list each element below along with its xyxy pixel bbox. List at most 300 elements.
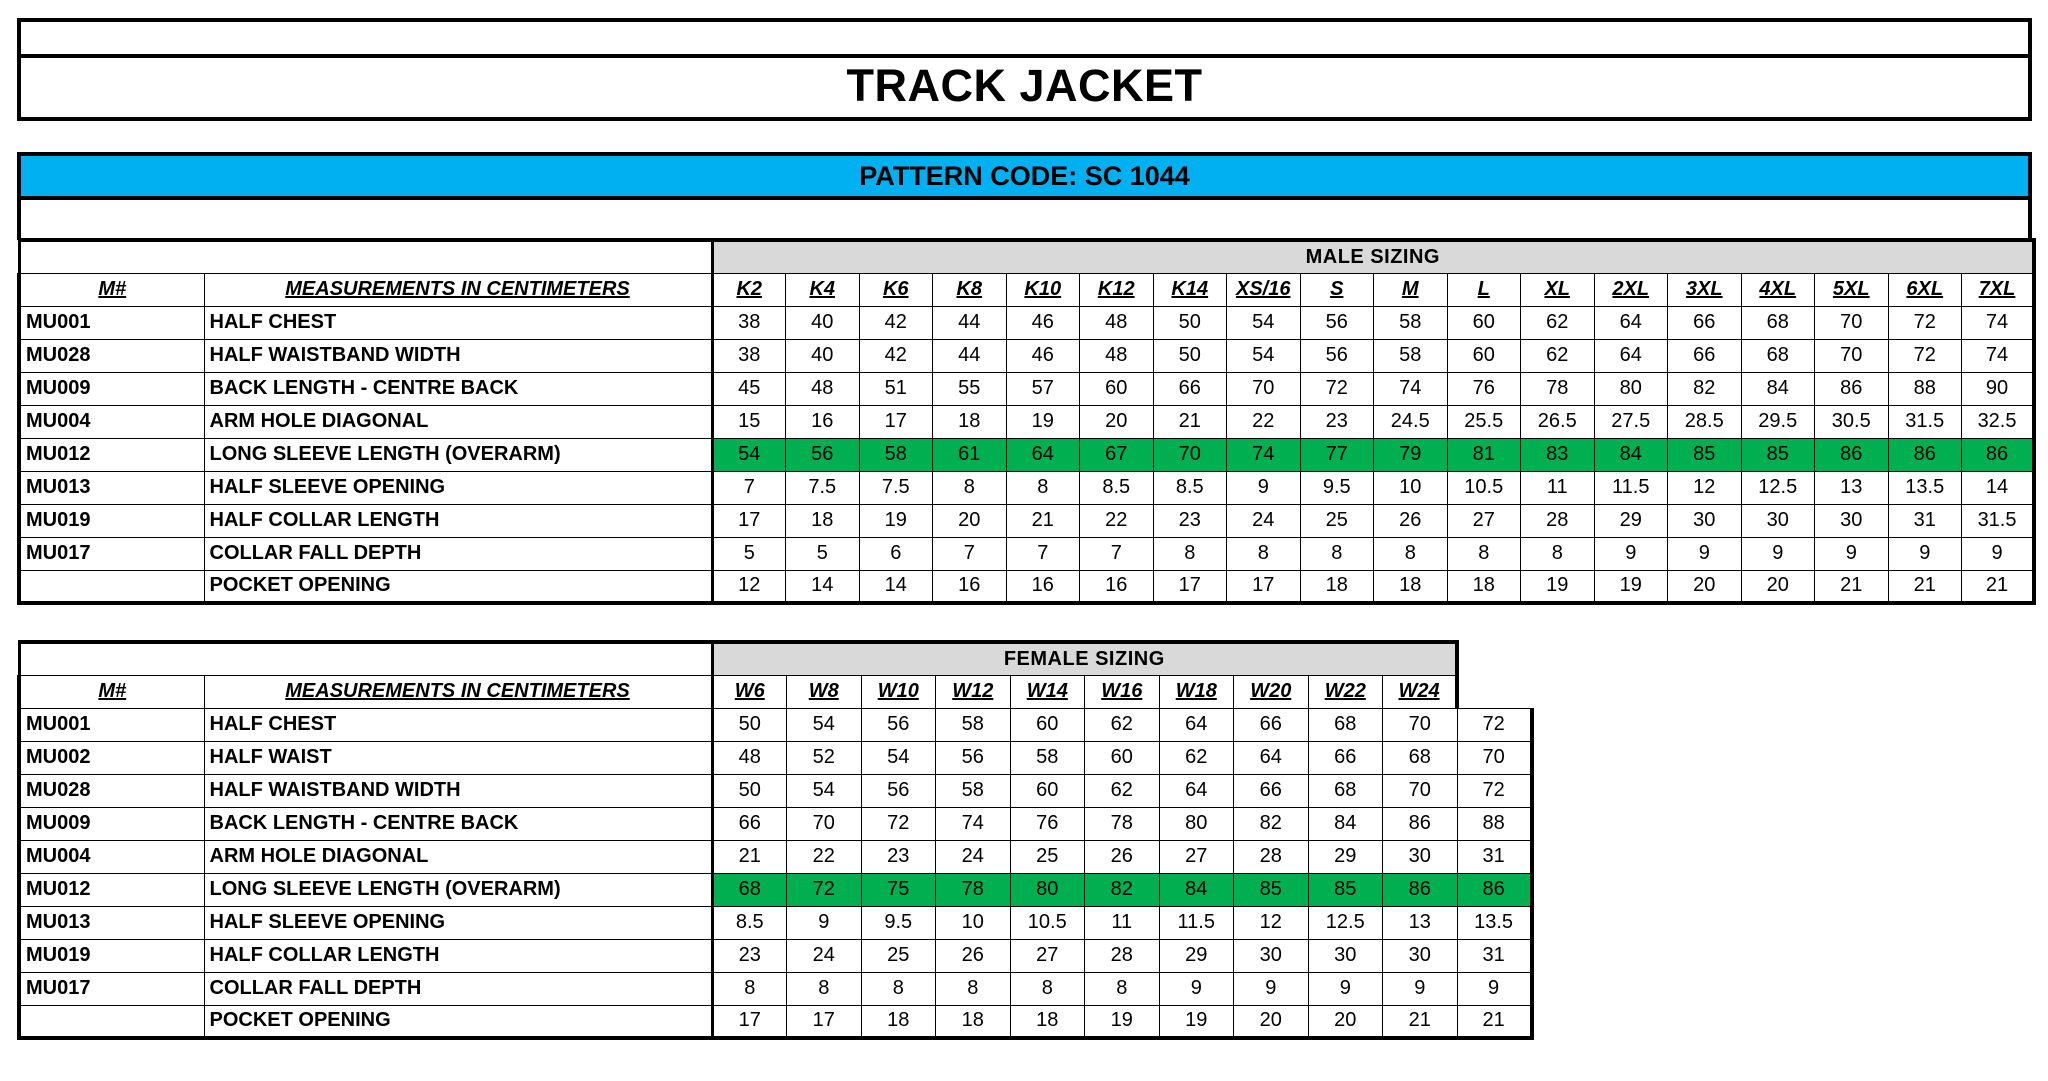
size-value: 28 [1085, 939, 1160, 972]
size-value: 27 [1447, 504, 1521, 537]
measurement-name: BACK LENGTH - CENTRE BACK [204, 807, 712, 840]
size-value: 17 [1227, 570, 1301, 603]
size-value: 82 [1085, 873, 1160, 906]
measurement-code: MU012 [19, 873, 204, 906]
group-label: MALE SIZING [712, 240, 2034, 273]
table-row [19, 873, 1532, 906]
size-value: 9 [1668, 537, 1742, 570]
size-value: 88 [1888, 372, 1962, 405]
size-value: 55 [933, 372, 1007, 405]
size-value: 30.5 [1815, 405, 1889, 438]
size-header: S [1300, 273, 1374, 306]
size-value: 29 [1159, 939, 1234, 972]
size-value: 80 [1594, 372, 1668, 405]
size-value: 86 [1383, 873, 1458, 906]
size-value: 9 [1815, 537, 1889, 570]
size-value: 11.5 [1159, 906, 1234, 939]
size-value: 7.5 [859, 471, 933, 504]
size-value: 72 [1457, 774, 1532, 807]
size-value: 86 [1815, 372, 1889, 405]
size-value: 72 [787, 873, 862, 906]
size-value: 68 [1383, 741, 1458, 774]
size-value: 86 [1815, 438, 1889, 471]
size-value: 74 [1962, 339, 2035, 372]
size-value: 51 [859, 372, 933, 405]
size-value: 21 [1815, 570, 1889, 603]
size-value: 19 [1006, 405, 1080, 438]
size-value: 56 [786, 438, 860, 471]
size-value: 8 [1153, 537, 1227, 570]
measurement-name: HALF WAISTBAND WIDTH [204, 774, 712, 807]
size-value: 68 [1741, 339, 1815, 372]
table-row [19, 405, 2034, 438]
size-value: 9.5 [1300, 471, 1374, 504]
size-value: 64 [1234, 741, 1309, 774]
column-header-measurement: MEASUREMENTS IN CENTIMETERS [204, 273, 712, 306]
size-value: 17 [1153, 570, 1227, 603]
size-value: 42 [859, 306, 933, 339]
size-value: 50 [712, 708, 787, 741]
size-value: 62 [1521, 339, 1595, 372]
size-value: 18 [933, 405, 1007, 438]
size-value: 22 [1227, 405, 1301, 438]
size-value: 31.5 [1888, 405, 1962, 438]
measurement-name: HALF SLEEVE OPENING [204, 471, 712, 504]
size-value: 25.5 [1447, 405, 1521, 438]
size-value: 20 [933, 504, 1007, 537]
size-header: W24 [1383, 675, 1458, 708]
size-value: 56 [861, 708, 936, 741]
size-value: 45 [712, 372, 786, 405]
size-value: 14 [859, 570, 933, 603]
size-value: 21 [1006, 504, 1080, 537]
title-top-strip [21, 22, 2028, 58]
size-value: 75 [861, 873, 936, 906]
size-value: 70 [1383, 708, 1458, 741]
size-value: 83 [1521, 438, 1595, 471]
column-header-row [19, 675, 1532, 708]
size-value: 58 [859, 438, 933, 471]
size-value: 25 [861, 939, 936, 972]
size-value: 30 [1308, 939, 1383, 972]
size-value: 17 [787, 1005, 862, 1038]
group-header-blank [19, 240, 712, 273]
size-value: 48 [786, 372, 860, 405]
size-value: 46 [1006, 306, 1080, 339]
size-value: 19 [1521, 570, 1595, 603]
table-row [19, 372, 2034, 405]
size-value: 48 [1080, 306, 1154, 339]
size-header: K8 [933, 273, 1007, 306]
size-value: 26 [1085, 840, 1160, 873]
size-header: M [1374, 273, 1448, 306]
measurement-name: HALF WAIST [204, 741, 712, 774]
size-value: 17 [712, 1005, 787, 1038]
measurement-code: MU019 [19, 504, 204, 537]
size-value: 74 [1227, 438, 1301, 471]
measurement-code: MU013 [19, 471, 204, 504]
size-value: 72 [861, 807, 936, 840]
size-value: 24 [1227, 504, 1301, 537]
size-value: 11.5 [1594, 471, 1668, 504]
size-value: 58 [1374, 339, 1448, 372]
size-value: 31 [1457, 939, 1532, 972]
size-value: 21 [1457, 1005, 1532, 1038]
size-value: 60 [1085, 741, 1160, 774]
title-band [17, 18, 2032, 121]
size-value: 21 [1888, 570, 1962, 603]
size-value: 68 [1308, 708, 1383, 741]
size-value: 85 [1308, 873, 1383, 906]
size-value: 19 [1159, 1005, 1234, 1038]
size-header: W12 [936, 675, 1011, 708]
size-value: 8 [936, 972, 1011, 1005]
size-header: W6 [712, 675, 787, 708]
size-value: 15 [712, 405, 786, 438]
size-value: 64 [1159, 774, 1234, 807]
size-value: 22 [787, 840, 862, 873]
size-header: 3XL [1668, 273, 1742, 306]
size-value: 8 [1300, 537, 1374, 570]
size-value: 8.5 [712, 906, 787, 939]
size-value: 20 [1234, 1005, 1309, 1038]
size-value: 62 [1159, 741, 1234, 774]
size-header: 4XL [1741, 273, 1815, 306]
size-value: 54 [787, 774, 862, 807]
size-value: 74 [1374, 372, 1448, 405]
size-value: 74 [936, 807, 1011, 840]
size-value: 40 [786, 339, 860, 372]
size-value: 68 [712, 873, 787, 906]
size-value: 8 [712, 972, 787, 1005]
column-header-mnum: M# [19, 273, 204, 306]
measurement-code: MU001 [19, 306, 204, 339]
size-value: 30 [1383, 840, 1458, 873]
group-header-empty [1457, 642, 1532, 675]
table-row [19, 471, 2034, 504]
size-value: 70 [787, 807, 862, 840]
size-value: 24 [787, 939, 862, 972]
measurement-code: MU028 [19, 774, 204, 807]
size-value: 84 [1308, 807, 1383, 840]
size-value: 81 [1447, 438, 1521, 471]
size-value: 84 [1594, 438, 1668, 471]
table-row [19, 438, 2034, 471]
size-value: 8 [933, 471, 1007, 504]
measurement-name: COLLAR FALL DEPTH [204, 972, 712, 1005]
size-value: 18 [1374, 570, 1448, 603]
measurement-name: HALF COLLAR LENGTH [204, 504, 712, 537]
table-row [19, 807, 1532, 840]
size-value: 18 [1300, 570, 1374, 603]
group-header-blank [19, 642, 712, 675]
size-value: 12.5 [1741, 471, 1815, 504]
size-value: 66 [1308, 741, 1383, 774]
column-header-measurement: MEASUREMENTS IN CENTIMETERS [204, 675, 712, 708]
size-value: 22 [1080, 504, 1154, 537]
size-value: 85 [1668, 438, 1742, 471]
size-value: 78 [1521, 372, 1595, 405]
size-header: W20 [1234, 675, 1309, 708]
size-value: 64 [1159, 708, 1234, 741]
size-value: 12 [712, 570, 786, 603]
size-value: 68 [1741, 306, 1815, 339]
size-value: 9 [1383, 972, 1458, 1005]
size-value: 29.5 [1741, 405, 1815, 438]
group-header-row [19, 240, 2034, 273]
size-value: 23 [712, 939, 787, 972]
size-value: 32.5 [1962, 405, 2035, 438]
size-value: 28 [1234, 840, 1309, 873]
size-value: 12.5 [1308, 906, 1383, 939]
size-value: 7 [933, 537, 1007, 570]
size-value: 16 [933, 570, 1007, 603]
size-value: 56 [861, 774, 936, 807]
size-value: 48 [712, 741, 787, 774]
size-value: 9 [1227, 471, 1301, 504]
female-sizing-table [17, 640, 1534, 1040]
size-value: 20 [1080, 405, 1154, 438]
measurement-code: MU004 [19, 405, 204, 438]
size-value: 8 [1447, 537, 1521, 570]
size-value: 66 [1234, 708, 1309, 741]
size-value: 13.5 [1457, 906, 1532, 939]
size-header: XS/16 [1227, 273, 1301, 306]
size-value: 9 [1741, 537, 1815, 570]
size-value: 79 [1374, 438, 1448, 471]
size-value: 60 [1447, 306, 1521, 339]
size-value: 23 [1300, 405, 1374, 438]
size-value: 30 [1815, 504, 1889, 537]
page-title: TRACK JACKET [846, 60, 1203, 111]
measurement-name: HALF SLEEVE OPENING [204, 906, 712, 939]
size-header: K6 [859, 273, 933, 306]
measurement-name: POCKET OPENING [204, 570, 712, 603]
group-header-row [19, 642, 1532, 675]
size-value: 60 [1010, 774, 1085, 807]
size-value: 30 [1668, 504, 1742, 537]
measurement-code: MU019 [19, 939, 204, 972]
size-value: 54 [1227, 306, 1301, 339]
table-row [19, 570, 2034, 603]
size-value: 50 [1153, 306, 1227, 339]
table-row [19, 708, 1532, 741]
size-value: 27 [1159, 840, 1234, 873]
size-value: 61 [933, 438, 1007, 471]
size-value: 26 [1374, 504, 1448, 537]
size-value: 72 [1888, 339, 1962, 372]
size-value: 26 [936, 939, 1011, 972]
size-value: 8 [1010, 972, 1085, 1005]
size-value: 85 [1234, 873, 1309, 906]
size-value: 9 [1594, 537, 1668, 570]
size-value: 24 [936, 840, 1011, 873]
size-value: 54 [1227, 339, 1301, 372]
size-value: 21 [1383, 1005, 1458, 1038]
size-value: 80 [1159, 807, 1234, 840]
size-value: 18 [861, 1005, 936, 1038]
size-value: 42 [859, 339, 933, 372]
measurement-code: MU004 [19, 840, 204, 873]
size-value: 66 [1668, 339, 1742, 372]
size-value: 21 [1153, 405, 1227, 438]
table-row [19, 537, 2034, 570]
size-value: 77 [1300, 438, 1374, 471]
measurement-code: MU017 [19, 537, 204, 570]
size-value: 7 [1006, 537, 1080, 570]
group-label: FEMALE SIZING [712, 642, 1457, 675]
size-value: 17 [712, 504, 786, 537]
size-value: 13.5 [1888, 471, 1962, 504]
size-value: 9.5 [861, 906, 936, 939]
size-value: 66 [712, 807, 787, 840]
size-value: 58 [1374, 306, 1448, 339]
size-value: 20 [1741, 570, 1815, 603]
size-value: 78 [936, 873, 1011, 906]
size-value: 58 [1010, 741, 1085, 774]
size-value: 60 [1447, 339, 1521, 372]
size-value: 68 [1308, 774, 1383, 807]
size-header: K2 [712, 273, 786, 306]
size-header: L [1447, 273, 1521, 306]
size-value: 88 [1457, 807, 1532, 840]
measurement-code: MU009 [19, 372, 204, 405]
size-value: 38 [712, 339, 786, 372]
size-value: 18 [1010, 1005, 1085, 1038]
table-row [19, 504, 2034, 537]
size-value: 56 [1300, 339, 1374, 372]
size-value: 24.5 [1374, 405, 1448, 438]
size-value: 66 [1234, 774, 1309, 807]
size-value: 10.5 [1010, 906, 1085, 939]
size-value: 27 [1010, 939, 1085, 972]
size-value: 84 [1741, 372, 1815, 405]
size-value: 11 [1085, 906, 1160, 939]
size-value: 90 [1962, 372, 2035, 405]
measurement-code: MU017 [19, 972, 204, 1005]
size-value: 30 [1383, 939, 1458, 972]
size-value: 18 [936, 1005, 1011, 1038]
table-row [19, 306, 2034, 339]
size-value: 19 [1085, 1005, 1160, 1038]
size-value: 60 [1010, 708, 1085, 741]
size-value: 9 [1234, 972, 1309, 1005]
measurement-name: POCKET OPENING [204, 1005, 712, 1038]
table-row [19, 741, 1532, 774]
size-value: 7.5 [786, 471, 860, 504]
male-sizing-table [17, 238, 2036, 605]
size-value: 60 [1080, 372, 1154, 405]
size-value: 64 [1006, 438, 1080, 471]
size-value: 78 [1085, 807, 1160, 840]
size-value: 5 [712, 537, 786, 570]
size-value: 74 [1962, 306, 2035, 339]
table-row [19, 774, 1532, 807]
size-value: 18 [786, 504, 860, 537]
size-value: 56 [936, 741, 1011, 774]
size-value: 8 [1227, 537, 1301, 570]
size-value: 5 [786, 537, 860, 570]
size-value: 70 [1153, 438, 1227, 471]
size-value: 18 [1447, 570, 1521, 603]
measurement-name: ARM HOLE DIAGONAL [204, 405, 712, 438]
size-header: W14 [1010, 675, 1085, 708]
measurement-code: MU009 [19, 807, 204, 840]
size-value: 66 [1153, 372, 1227, 405]
size-value: 25 [1010, 840, 1085, 873]
measurement-code [19, 570, 204, 603]
size-value: 8 [787, 972, 862, 1005]
size-value: 8 [1521, 537, 1595, 570]
size-value: 28.5 [1668, 405, 1742, 438]
size-value: 56 [1300, 306, 1374, 339]
size-value: 9 [1888, 537, 1962, 570]
size-value: 70 [1227, 372, 1301, 405]
size-value: 27.5 [1594, 405, 1668, 438]
size-value: 29 [1594, 504, 1668, 537]
size-value: 7 [1080, 537, 1154, 570]
table-row [19, 840, 1532, 873]
size-value: 72 [1300, 372, 1374, 405]
measurement-name: HALF CHEST [204, 708, 712, 741]
size-header: 7XL [1962, 273, 2035, 306]
size-value: 8 [1006, 471, 1080, 504]
size-value: 28 [1521, 504, 1595, 537]
size-header: W10 [861, 675, 936, 708]
size-value: 62 [1085, 708, 1160, 741]
measurement-name: BACK LENGTH - CENTRE BACK [204, 372, 712, 405]
size-header: W16 [1085, 675, 1160, 708]
size-value: 12 [1668, 471, 1742, 504]
size-header: W22 [1308, 675, 1383, 708]
column-header-row [19, 273, 2034, 306]
size-value: 29 [1308, 840, 1383, 873]
size-value: 70 [1815, 306, 1889, 339]
size-header [1457, 675, 1532, 708]
size-value: 6 [859, 537, 933, 570]
pattern-code-banner: PATTERN CODE: SC 1044 [17, 152, 2032, 200]
size-value: 9 [1457, 972, 1532, 1005]
size-value: 70 [1383, 774, 1458, 807]
size-value: 13 [1383, 906, 1458, 939]
table-row [19, 972, 1532, 1005]
size-value: 72 [1888, 306, 1962, 339]
size-value: 10 [936, 906, 1011, 939]
size-value: 84 [1159, 873, 1234, 906]
size-value: 7 [712, 471, 786, 504]
measurement-code [19, 1005, 204, 1038]
size-value: 44 [933, 339, 1007, 372]
size-header: 5XL [1815, 273, 1889, 306]
measurement-name: HALF COLLAR LENGTH [204, 939, 712, 972]
size-value: 40 [786, 306, 860, 339]
size-value: 20 [1668, 570, 1742, 603]
size-value: 23 [861, 840, 936, 873]
size-value: 80 [1010, 873, 1085, 906]
size-value: 72 [1457, 708, 1532, 741]
size-value: 58 [936, 774, 1011, 807]
size-value: 64 [1594, 339, 1668, 372]
size-value: 8 [1085, 972, 1160, 1005]
size-value: 9 [1308, 972, 1383, 1005]
size-value: 86 [1962, 438, 2035, 471]
size-value: 9 [787, 906, 862, 939]
size-value: 58 [936, 708, 1011, 741]
size-value: 54 [861, 741, 936, 774]
table-row [19, 939, 1532, 972]
size-value: 57 [1006, 372, 1080, 405]
measurement-code: MU002 [19, 741, 204, 774]
